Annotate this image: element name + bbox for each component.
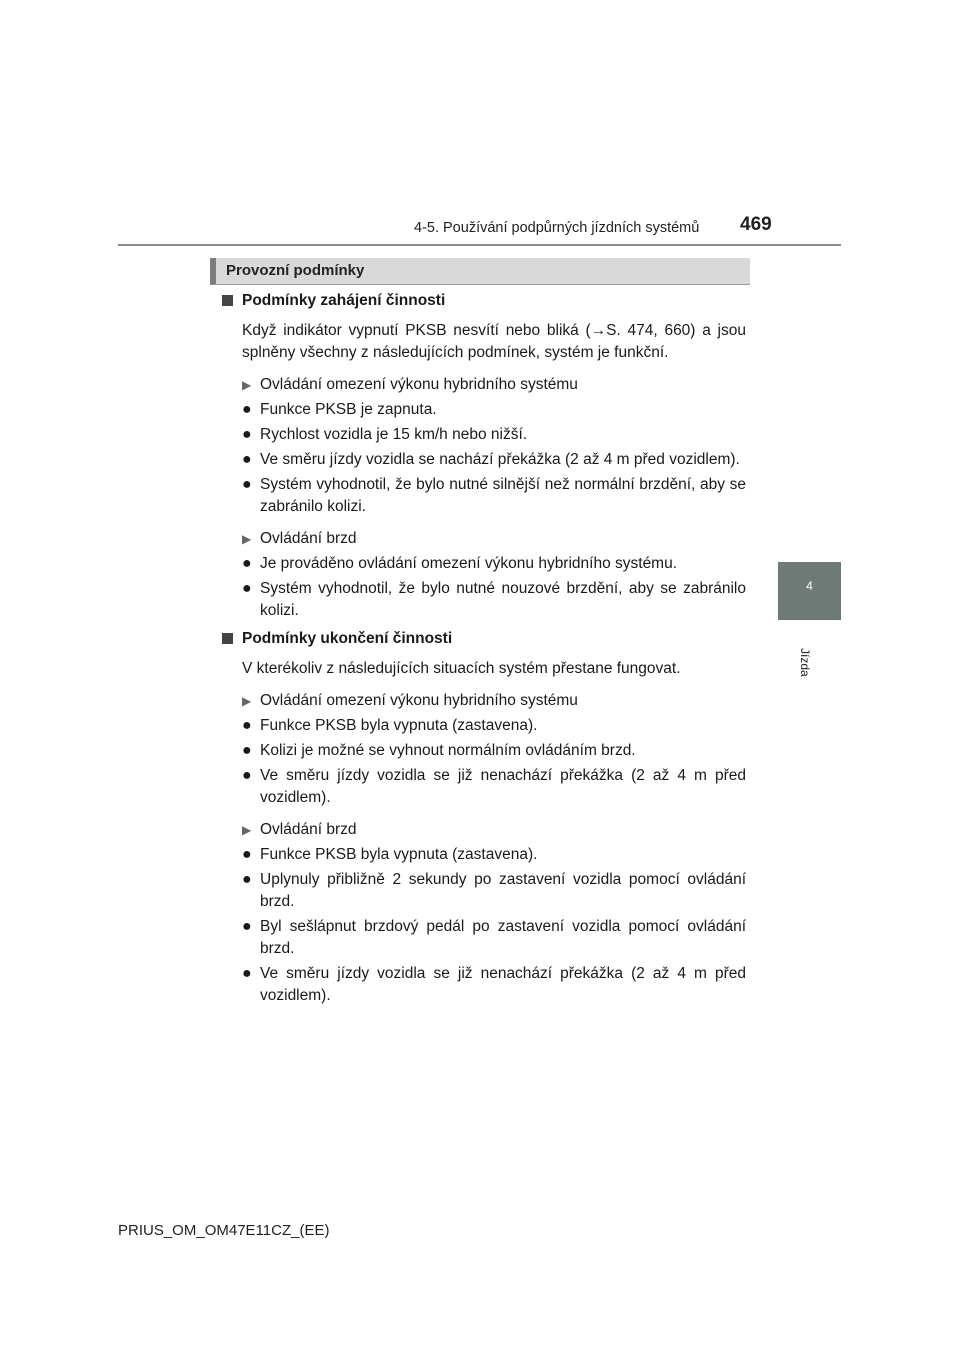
header-divider [118, 244, 841, 246]
bullet-dot-icon: ● [242, 476, 252, 493]
list-item: ● Funkce PKSB byla vypnuta (zastavena). [242, 844, 746, 866]
bullet-dot-icon: ● [242, 767, 252, 784]
list-item: ● Funkce PKSB byla vypnuta (zastavena). [242, 715, 746, 737]
triangle-right-icon: ▶ [242, 823, 252, 837]
bullet-dot-icon: ● [242, 918, 252, 935]
chapter-header: 4-5. Používání podpůrných jízdních systémů [414, 220, 700, 236]
list-item: ● Ve směru jízdy vozidla se již nenachází překážka (2 až 4 m před vozidlem). [242, 765, 746, 809]
list-item: ● Systém vyhodnotil, že bylo nutné nouzové brzdění, aby se zabránilo kolizi. [242, 578, 746, 622]
group-heading [242, 690, 746, 712]
list-item: ● Uplynuly přibližně 2 sekundy po zastavení vozidla pomocí ovládání brzd. [242, 869, 746, 913]
group-title: Ovládání omezení výkonu hybridního systému [260, 376, 578, 393]
bullet-dot-icon: ● [242, 555, 252, 572]
bullet-dot-icon: ● [242, 451, 252, 468]
document-code: PRIUS_OM_OM47E11CZ_(EE) [118, 1222, 330, 1239]
list-item: ● Funkce PKSB je zapnuta. [242, 399, 746, 421]
list-item: ● Byl sešlápnut brzdový pedál po zastavení vozidla pomocí ovládání brzd. [242, 916, 746, 960]
page-number: 469 [740, 214, 772, 235]
intro-paragraph: V kterékoliv z následujících situacích systém přestane fungovat. [242, 660, 681, 677]
bullet-dot-icon: ● [242, 742, 252, 759]
bullet-dot-icon: ● [242, 580, 252, 597]
chapter-tab: 4 [778, 562, 841, 620]
group-title: Ovládání brzd [260, 821, 357, 838]
intro-paragraph: Když indikátor vypnutí PKSB nesvítí nebo bliká (→S. 474, 660) a jsou splněny všechny z následujících podmínek, systém je funkční. [242, 322, 746, 361]
bullet-dot-icon: ● [242, 401, 252, 418]
list-item: ● Rychlost vozidla je 15 km/h nebo nižší. [242, 424, 746, 446]
subsection-title: Podmínky zahájení činnosti [242, 292, 446, 309]
section-header [210, 258, 750, 285]
group-heading [242, 374, 746, 396]
bullet-dot-icon: ● [242, 871, 252, 888]
triangle-right-icon: ▶ [242, 378, 252, 392]
group-title: Ovládání brzd [260, 530, 357, 547]
group-heading [242, 819, 746, 841]
square-bullet-icon [222, 633, 233, 644]
bullet-dot-icon: ● [242, 965, 252, 982]
list-item: ● Systém vyhodnotil, že bylo nutné silnější než normální brzdění, aby se zabránilo kolizi. [242, 474, 746, 518]
triangle-right-icon: ▶ [242, 532, 252, 546]
bullet-dot-icon: ● [242, 846, 252, 863]
subsection-heading [222, 628, 746, 650]
list-item: ● Ve směru jízdy vozidla se již nenachází překážka (2 až 4 m před vozidlem). [242, 963, 746, 1007]
subsection-title: Podmínky ukončení činnosti [242, 630, 453, 647]
group-heading [242, 528, 746, 550]
bullet-dot-icon: ● [242, 426, 252, 443]
section-title: Provozní podmínky [226, 262, 365, 279]
page-content [222, 290, 746, 1007]
group-title: Ovládání omezení výkonu hybridního systému [260, 692, 578, 709]
subsection-heading [222, 290, 746, 312]
list-item: ● Ve směru jízdy vozidla se nachází překážka (2 až 4 m před vozidlem). [242, 449, 746, 471]
triangle-right-icon: ▶ [242, 694, 252, 708]
list-item: ● Je prováděno ovládání omezení výkonu hybridního systému. [242, 553, 746, 575]
list-item: ● Kolizi je možné se vyhnout normálním ovládáním brzd. [242, 740, 746, 762]
chapter-tab-label: Jízda [798, 648, 812, 677]
bullet-dot-icon: ● [242, 717, 252, 734]
square-bullet-icon [222, 295, 233, 306]
